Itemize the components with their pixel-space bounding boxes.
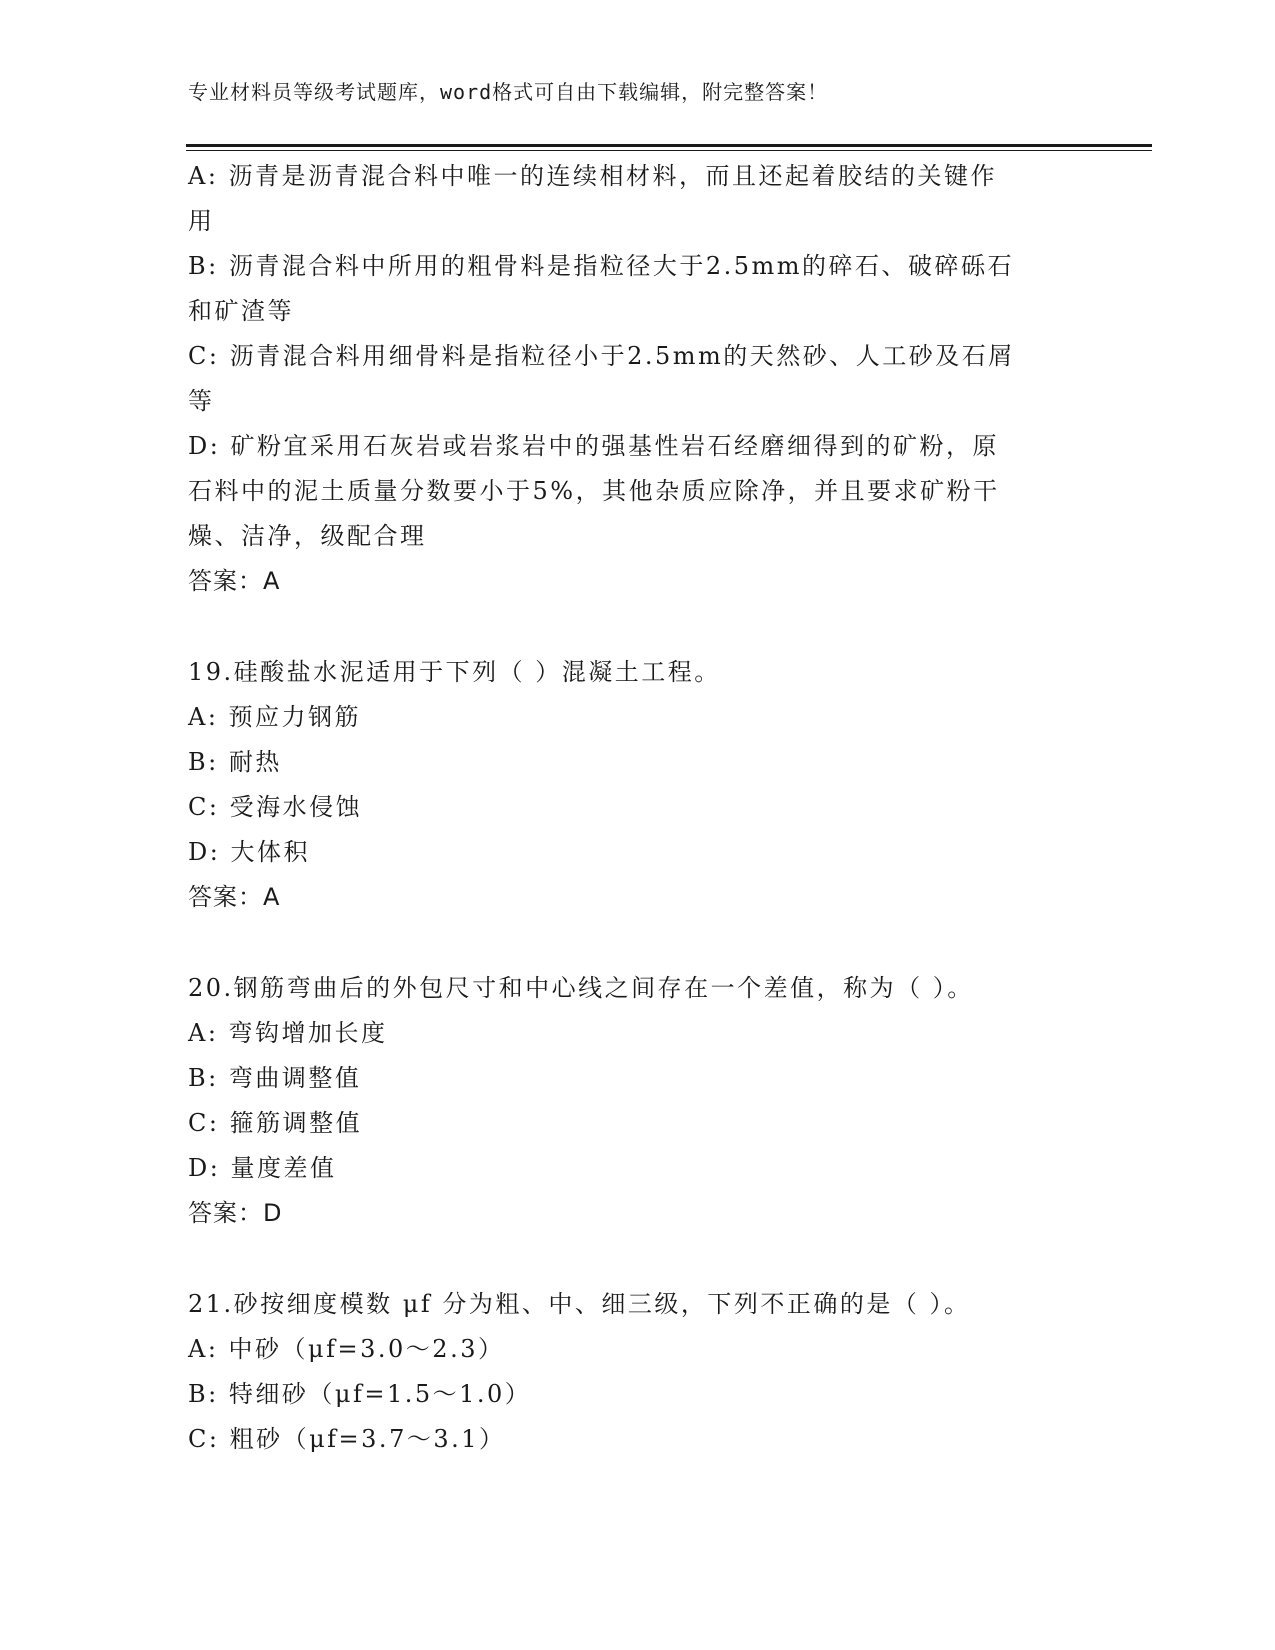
question-20-stem: 20.钢筋弯曲后的外包尺寸和中心线之间存在一个差值，称为（ ）。 bbox=[188, 974, 974, 1002]
option-a-line-1: A: 沥青是沥青混合料中唯一的连续相材料，而且还起着胶结的关键作 bbox=[188, 162, 998, 190]
answer-20: 答案：D bbox=[188, 1199, 283, 1227]
option-d-line-3: 燥、洁净，级配合理 bbox=[188, 522, 427, 550]
question-18-options bbox=[188, 154, 1078, 604]
option-a: A: 弯钩增加长度 bbox=[188, 1019, 388, 1047]
answer-18: 答案：A bbox=[188, 567, 281, 595]
question-19 bbox=[188, 650, 1078, 920]
option-c: C: 箍筋调整值 bbox=[188, 1109, 363, 1137]
spacer bbox=[188, 604, 1078, 650]
option-b: B: 特细砂（μf=1.5～1.0） bbox=[188, 1380, 532, 1408]
question-19-stem: 19.硅酸盐水泥适用于下列（ ）混凝土工程。 bbox=[188, 658, 721, 686]
option-a: A: 预应力钢筋 bbox=[188, 703, 362, 731]
option-d: D: 大体积 bbox=[188, 838, 310, 866]
option-d: D: 量度差值 bbox=[188, 1154, 337, 1182]
option-d-line-1: D: 矿粉宜采用石灰岩或岩浆岩中的强基性岩石经磨细得到的矿粉，原 bbox=[188, 432, 999, 460]
option-c-line-2: 等 bbox=[188, 387, 215, 415]
document-body bbox=[188, 154, 1078, 1462]
option-c-line-1: C: 沥青混合料用细骨料是指粒径小于2.5mm的天然砂、人工砂及石屑 bbox=[188, 342, 1015, 370]
option-c: C: 受海水侵蚀 bbox=[188, 793, 363, 821]
option-a-line-2: 用 bbox=[188, 207, 215, 235]
option-b: B: 耐热 bbox=[188, 748, 282, 776]
header-rule-thick bbox=[186, 144, 1152, 147]
spacer bbox=[188, 920, 1078, 966]
header-rule-thin bbox=[186, 150, 1152, 151]
page-header: 专业材料员等级考试题库，word格式可自由下载编辑，附完整答案！ bbox=[188, 80, 829, 104]
question-20 bbox=[188, 966, 1078, 1236]
option-b: B: 弯曲调整值 bbox=[188, 1064, 362, 1092]
option-d-line-2: 石料中的泥土质量分数要小于5%，其他杂质应除净，并且要求矿粉干 bbox=[188, 477, 1000, 505]
question-21 bbox=[188, 1282, 1078, 1462]
question-21-stem: 21.砂按细度模数 μf 分为粗、中、细三级，下列不正确的是（ ）。 bbox=[188, 1290, 971, 1318]
answer-19: 答案：A bbox=[188, 883, 281, 911]
option-b-line-1: B: 沥青混合料中所用的粗骨料是指粒径大于2.5mm的碎石、破碎砾石 bbox=[188, 252, 1015, 280]
option-c: C: 粗砂（μf=3.7～3.1） bbox=[188, 1425, 506, 1453]
option-b-line-2: 和矿渣等 bbox=[188, 297, 294, 325]
option-a: A: 中砂（μf=3.0～2.3） bbox=[188, 1335, 505, 1363]
spacer bbox=[188, 1236, 1078, 1282]
